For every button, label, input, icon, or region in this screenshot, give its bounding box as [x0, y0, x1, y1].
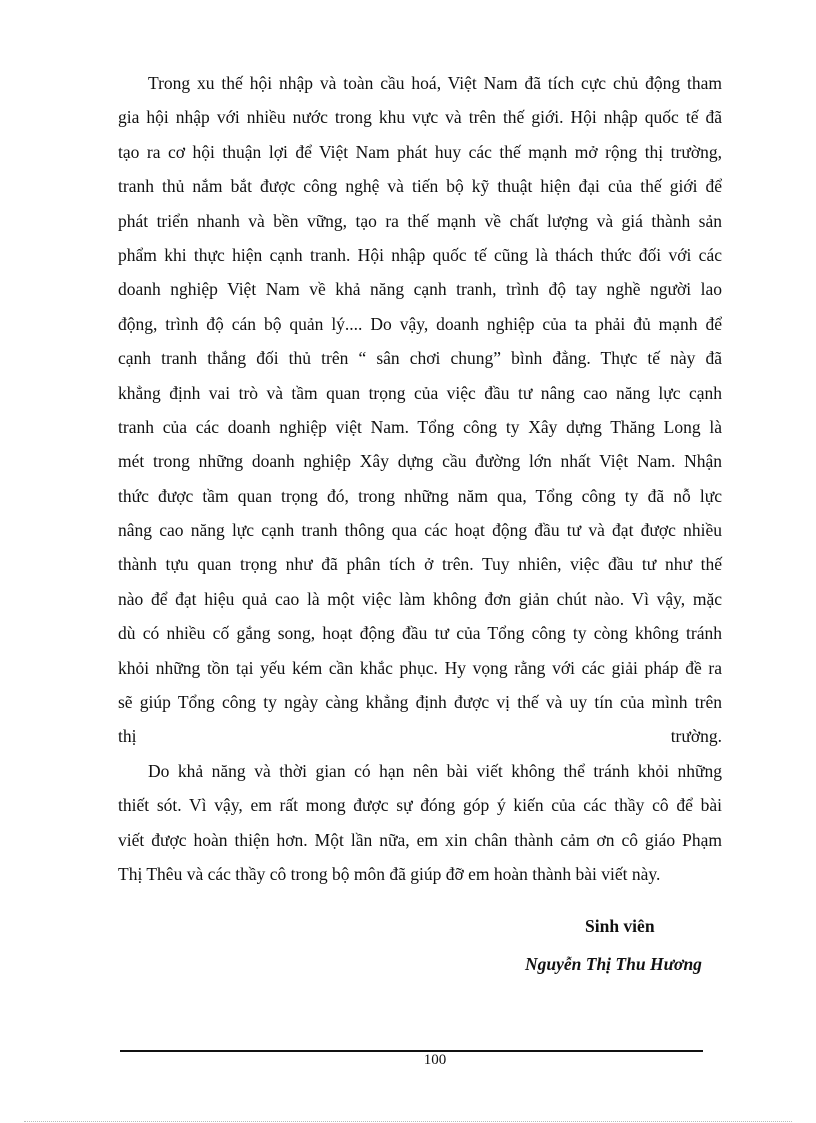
text-line: thành tựu quan trọng như đã phân tích ở trên. Tuy nhiên, việc đầu tư như thế	[118, 554, 722, 575]
text-line: cạnh tranh thắng đối thủ trên “ sân chơi chung” bình đẳng. Thực tế này đã	[118, 348, 722, 369]
paragraph-1	[118, 66, 722, 754]
text-line: doanh nghiệp Việt Nam về khả năng cạnh tranh, trình độ tay nghề người lao	[118, 279, 722, 300]
text-line: tạo ra cơ hội thuận lợi để Việt Nam phát huy các thế mạnh mở rộng thị trường,	[118, 141, 722, 162]
text-line: gia hội nhập với nhiều nước trong khu vực và trên thế giới. Hội nhập quốc tế đã	[118, 107, 722, 128]
text-line: tranh của các doanh nghiệp việt Nam. Tổng công ty Xây dựng Thăng Long là	[118, 416, 722, 437]
text-line: nào để đạt hiệu quả cao là một việc làm không đơn giản chút nào. Vì vậy, mặc	[118, 588, 722, 609]
text-line-last	[118, 719, 722, 753]
body-text	[118, 66, 722, 891]
last-line-left: thị	[118, 726, 137, 747]
text-line: sẽ giúp Tổng công ty ngày càng khẳng định được vị thế và uy tín của mình trên	[118, 692, 722, 713]
text-line: mét trong những doanh nghiệp Xây dựng cầu đường lớn nhất Việt Nam. Nhận	[118, 451, 722, 472]
text-line: tranh thủ nắm bắt được công nghệ và tiến bộ kỹ thuật hiện đại của thế giới để	[118, 176, 722, 197]
text-line: khẳng định vai trò và tầm quan trọng của việc đầu tư nâng cao năng lực cạnh	[118, 382, 722, 403]
text-line: khỏi những tồn tại yếu kém cần khắc phục. Hy vọng rằng với các giải pháp đề ra	[118, 657, 722, 678]
page-edge-dots	[24, 1121, 792, 1122]
text-line: thức được tầm quan trọng đó, trong những năm qua, Tổng công ty đã nỗ lực	[118, 485, 722, 506]
text-line: viết được hoàn thiện hơn. Một lần nữa, em xin chân thành cảm ơn cô giáo Phạm	[118, 829, 722, 850]
signature-role: Sinh viên	[585, 916, 655, 936]
paragraph-2	[118, 754, 722, 892]
text-line: phẩm khi thực hiện cạnh tranh. Hội nhập quốc tế cũng là thách thức đối với các	[118, 244, 722, 265]
text-line: nâng cao năng lực cạnh tranh thông qua các hoạt động đầu tư và đạt được nhiều	[118, 520, 722, 541]
text-line: Trong xu thế hội nhập và toàn cầu hoá, Việt Nam đã tích cực chủ động tham	[148, 73, 722, 93]
page-number: 100	[423, 1052, 447, 1068]
text-line: Do khả năng và thời gian có hạn nên bài viết không thể tránh khỏi những	[148, 760, 722, 781]
text-line: thiết sót. Vì vậy, em rất mong được sự đóng góp ý kiến của các thầy cô để bài	[118, 795, 722, 816]
text-line: dù có nhiều cố gắng song, hoạt động đầu tư của Tổng công ty còng không tránh	[118, 623, 722, 644]
text-line: phát triển nhanh và bền vững, tạo ra thế mạnh về chất lượng và giá thành sản	[118, 210, 722, 231]
signature-name: Nguyễn Thị Thu Hương	[525, 954, 702, 974]
last-line-right: trường.	[670, 726, 722, 747]
text-line: Thị Thêu và các thầy cô trong bộ môn đã giúp đỡ em hoàn thành bài viết này.	[118, 863, 661, 884]
text-line: động, trình độ cán bộ quản lý.... Do vậy, doanh nghiệp của ta phải đủ mạnh để	[118, 313, 722, 334]
